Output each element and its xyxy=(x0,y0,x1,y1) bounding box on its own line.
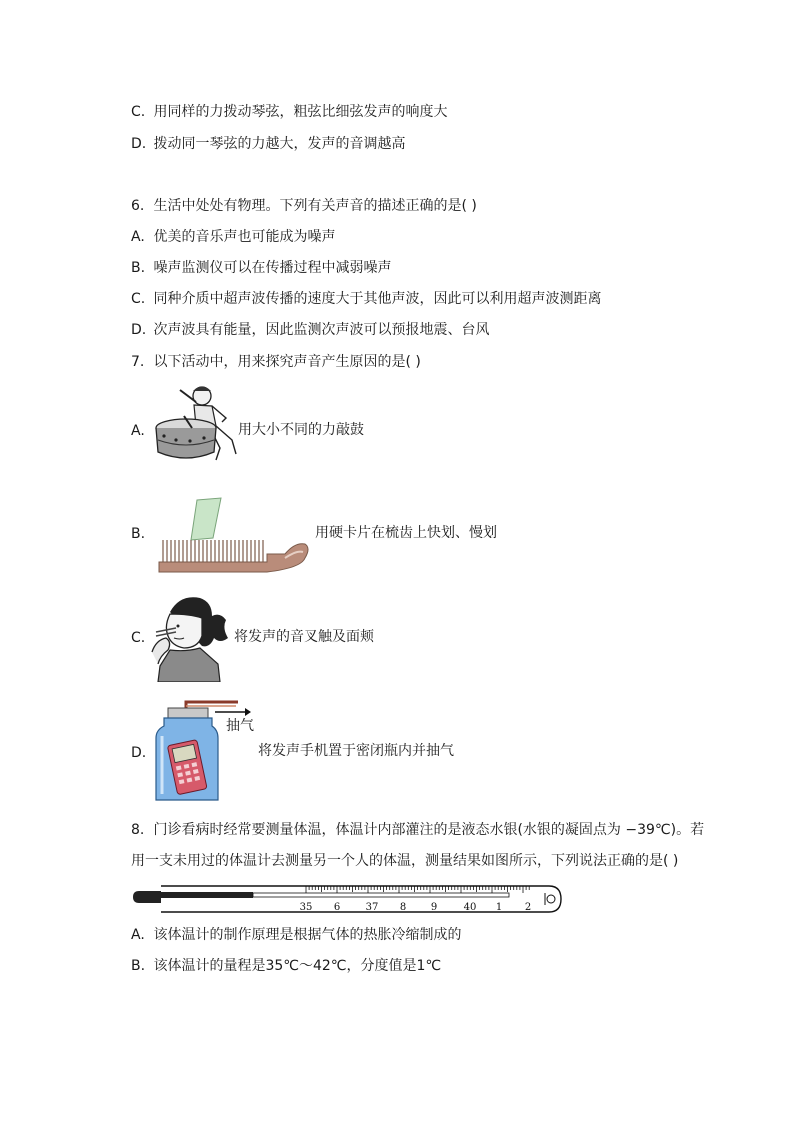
q8-option-b xyxy=(131,956,441,976)
option-label: C. xyxy=(131,104,146,120)
q7-option-a-label: A. xyxy=(131,423,145,439)
question-number: 8. xyxy=(131,822,145,838)
q7-option-b-text: 用硬卡片在梳齿上快划、慢划 xyxy=(315,525,497,541)
option-text: 该体温计的量程是35℃～42℃，分度值是1℃ xyxy=(153,958,442,974)
q8-stem-line1 xyxy=(131,820,704,840)
q5-option-d xyxy=(131,134,405,154)
q7-option-c-label: C. xyxy=(131,630,146,646)
option-text: 拨动同一琴弦的力越大，发声的音调越高 xyxy=(153,136,406,152)
q6-option-c xyxy=(131,289,601,309)
tick-label: 6 xyxy=(333,902,341,913)
option-label: B. xyxy=(131,958,146,974)
tuning-fork-face-icon xyxy=(150,592,232,682)
tick-label: 8 xyxy=(399,902,407,913)
tuning-fork-figure xyxy=(150,592,232,682)
tick-label: 37 xyxy=(365,902,379,913)
option-label: D. xyxy=(131,136,147,152)
q6-option-a xyxy=(131,227,335,247)
question-stem: 以下活动中，用来探究声音产生原因的是( ) xyxy=(153,354,421,370)
q5-option-c xyxy=(131,102,447,122)
q7-option-a-text: 用大小不同的力敲鼓 xyxy=(238,422,364,438)
tick-label: 35 xyxy=(299,902,313,913)
q7-option-d-text: 将发声手机置于密闭瓶内并抽气 xyxy=(258,743,454,759)
option-text: 噪声监测仪可以在传播过程中减弱噪声 xyxy=(153,260,392,276)
question-number: 7. xyxy=(131,354,145,370)
q6-option-b xyxy=(131,258,391,278)
q7-option-b-label: B. xyxy=(131,526,146,542)
option-text: 次声波具有能量，因此监测次声波可以预报地震、台风 xyxy=(153,322,490,338)
question-number: 6. xyxy=(131,198,145,214)
drum-figure xyxy=(150,382,240,466)
question-stem: 门诊看病时经常要测量体温，体温计内部灌注的是液态水银(水银的凝固点为 −39℃)。若 xyxy=(153,822,705,838)
q7-stem xyxy=(131,352,421,372)
question-stem: 生活中处处有物理。下列有关声音的描述正确的是( ) xyxy=(153,198,477,214)
option-text: 用同样的力拨动琴弦，粗弦比细弦发声的响度大 xyxy=(153,104,448,120)
q7-option-d-label: D. xyxy=(131,745,147,761)
option-label: B. xyxy=(131,260,146,276)
q8-option-a xyxy=(131,925,461,945)
comb-figure xyxy=(155,494,313,576)
option-text: 同种介质中超声波传播的速度大于其他声波，因此可以利用超声波测距离 xyxy=(153,291,602,307)
drum-icon xyxy=(150,382,240,466)
tick-label: 2 xyxy=(524,902,532,913)
q6-stem xyxy=(131,196,477,216)
question-stem: 用一支未用过的体温计去测量另一个人的体温，测量结果如图所示，下列说法正确的是( ) xyxy=(131,853,679,869)
tick-label: 40 xyxy=(463,902,477,913)
q8-stem-line2 xyxy=(131,851,678,871)
option-text: 优美的音乐声也可能成为噪声 xyxy=(153,229,336,245)
q6-option-d xyxy=(131,320,489,340)
option-label: C. xyxy=(131,291,146,307)
tick-label: 9 xyxy=(430,902,438,913)
q7-option-c-text: 将发声的音叉触及面颊 xyxy=(234,629,374,645)
thermometer-figure xyxy=(131,882,565,916)
option-label: D. xyxy=(131,322,147,338)
option-label: A. xyxy=(131,927,145,943)
option-text: 该体温计的制作原理是根据气体的热胀冷缩制成的 xyxy=(153,927,462,943)
q7-option-d-figure-label: 抽气 xyxy=(226,718,254,734)
tick-label: 1 xyxy=(495,902,503,913)
option-label: A. xyxy=(131,229,145,245)
comb-icon xyxy=(155,494,313,576)
thermometer-icon xyxy=(131,882,565,916)
